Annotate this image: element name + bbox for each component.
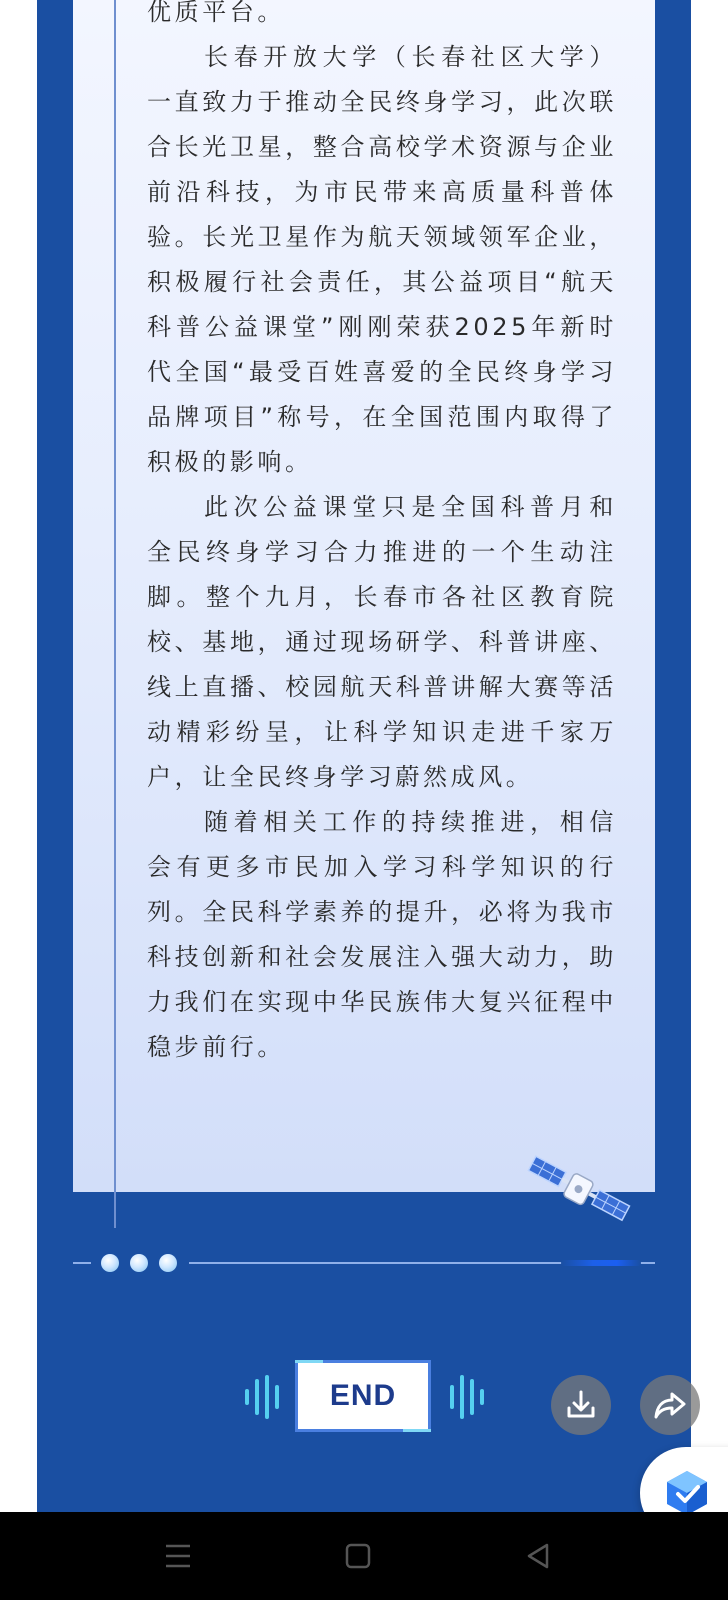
app-logo-icon bbox=[662, 1468, 712, 1518]
divider-dot bbox=[101, 1254, 119, 1272]
divider-dot bbox=[159, 1254, 177, 1272]
system-nav-bar bbox=[0, 1512, 728, 1600]
nav-menu-button[interactable] bbox=[156, 1534, 200, 1578]
sound-bars-left-icon bbox=[245, 1375, 281, 1419]
article-paragraph-1: 长春开放大学（长春社区大学）一直致力于推动全民终身学习，此次联合长光卫星，整合高校学术资源与企业前沿科技，为市民带来高质量科普体验。长光卫星作为航天领域领军企业，积极履行社会责任，其公益项目“航天科普公益课堂”刚刚荣获2025年新时代全国“最受百姓喜爱的全民终身学习品牌项目”称号，在全国范围内取得了积极的影响。 bbox=[147, 43, 617, 476]
satellite-icon bbox=[523, 1150, 633, 1230]
share-icon bbox=[652, 1388, 688, 1422]
article-paragraph-3: 随着相关工作的持续推进，相信会有更多市民加入学习科学知识的行列。全民科学素养的提升，必将为我市科技创新和社会发展注入强大动力，助力我们在实现中华民族伟大复兴征程中稳步前行。 bbox=[147, 808, 617, 1061]
card-decor-line bbox=[114, 0, 116, 1228]
home-icon bbox=[345, 1543, 371, 1569]
nav-home-button[interactable] bbox=[336, 1534, 380, 1578]
end-badge bbox=[243, 1360, 483, 1434]
download-icon bbox=[564, 1388, 598, 1422]
divider-dot bbox=[130, 1254, 148, 1272]
article-paragraph-tail: 优质平台。 bbox=[147, 0, 285, 26]
download-button[interactable] bbox=[551, 1375, 611, 1435]
article-paragraph-2: 此次公益课堂只是全国科普月和全民终身学习合力推进的一个生动注脚。整个九月，长春市各社区教育院校、基地，通过现场研学、科普讲座、线上直播、校园航天科普讲解大赛等活动精彩纷呈，让科学知识走进千家万户，让全民终身学习蔚然成风。 bbox=[147, 493, 617, 791]
sound-bars-right-icon bbox=[450, 1375, 486, 1419]
share-button[interactable] bbox=[640, 1375, 700, 1435]
end-label: END bbox=[295, 1360, 431, 1432]
back-icon bbox=[525, 1542, 551, 1570]
nav-back-button[interactable] bbox=[516, 1534, 560, 1578]
divider-highlight bbox=[561, 1260, 641, 1266]
article-body bbox=[147, 0, 617, 1070]
menu-icon bbox=[164, 1543, 192, 1569]
section-divider bbox=[73, 1252, 655, 1272]
